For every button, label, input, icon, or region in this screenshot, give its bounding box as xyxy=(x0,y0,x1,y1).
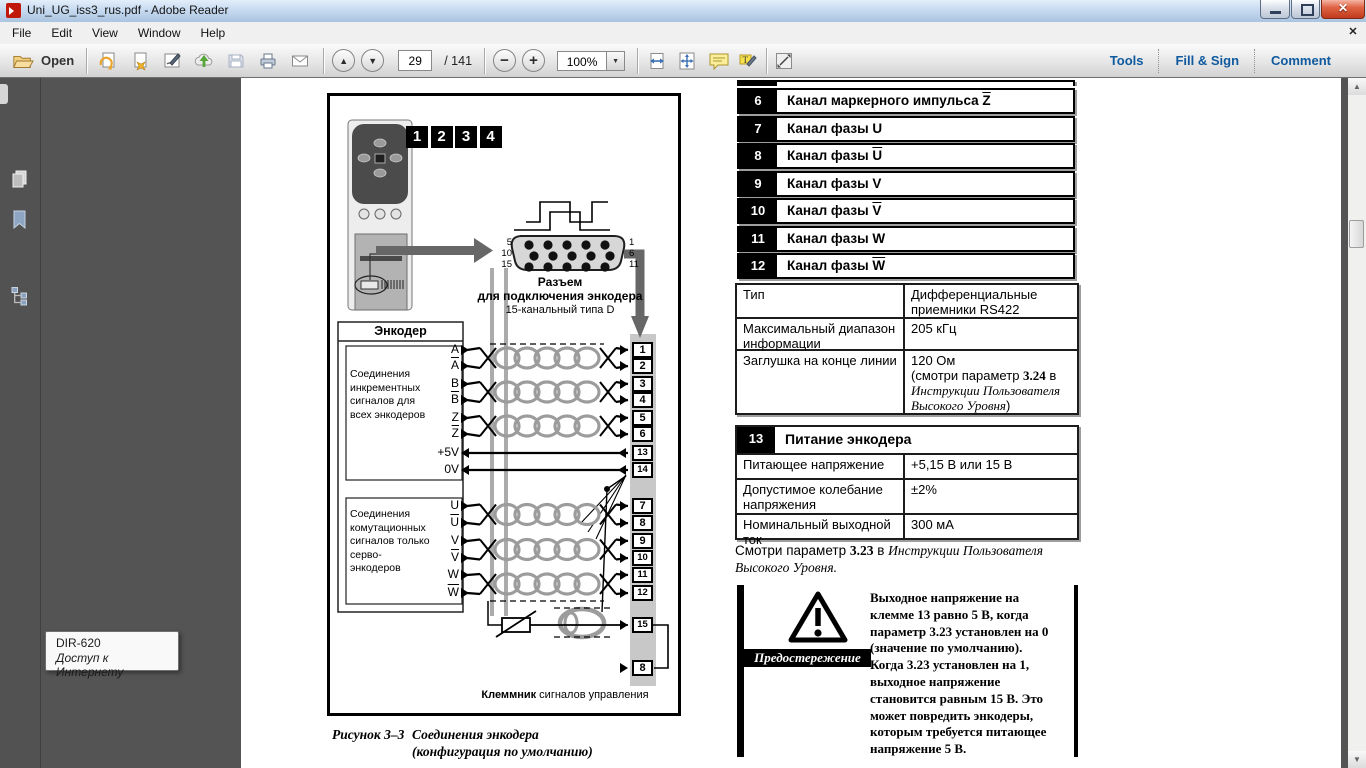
connector-pin-label: 1 xyxy=(629,237,635,248)
next-page-button[interactable] xyxy=(361,49,384,72)
signal-label: B xyxy=(450,376,459,390)
terminal-4: 4 xyxy=(632,392,653,408)
highlight-tool-button[interactable] xyxy=(736,50,758,72)
terminal-6: 6 xyxy=(632,426,653,442)
param-cell: Номинальный выходной ток xyxy=(737,515,905,538)
signal-arrow-icon xyxy=(461,588,469,598)
terminal-9: 9 xyxy=(632,533,653,549)
warning-icon xyxy=(787,589,849,647)
terminal-arrow-icon xyxy=(618,465,626,475)
row-label: Канал фазы U xyxy=(787,121,883,136)
value-cell: 300 мА xyxy=(911,517,954,532)
signal-label: Z xyxy=(451,410,459,424)
row-label xyxy=(787,82,991,86)
tooltip-subtitle: Доступ к Интернету xyxy=(56,651,124,679)
encoder-group2-label: серво- xyxy=(350,548,382,561)
channel-row xyxy=(737,143,1075,169)
email-button[interactable] xyxy=(289,50,311,72)
menu-edit[interactable]: Edit xyxy=(51,26,73,40)
connector-caption-3: 15-канальный типа D xyxy=(505,304,615,316)
row-label: Канал фазы $\overline{W}$ xyxy=(787,258,886,273)
sign-icon xyxy=(162,51,182,71)
terminal-5: 5 xyxy=(632,410,653,426)
signal-arrow-icon xyxy=(461,448,469,458)
signal-label: $\overline{Z}$ xyxy=(451,426,459,440)
figure-caption-line2: (конфигурация по умолчанию) xyxy=(412,744,593,759)
table-row xyxy=(737,351,1077,413)
signal-arrow-icon xyxy=(461,501,469,511)
upload-button[interactable] xyxy=(193,50,215,72)
warning-text xyxy=(870,590,1076,758)
terminal-arrow-icon xyxy=(620,361,628,371)
encoder-group2-label: Соединения xyxy=(350,508,411,520)
title-bar[interactable] xyxy=(0,0,1366,23)
restore-icon xyxy=(1301,4,1314,16)
scroll-down-button[interactable] xyxy=(1348,751,1366,768)
bookmark-icon xyxy=(9,209,31,231)
signal-arrow-icon xyxy=(461,361,469,371)
terminal-15: 15 xyxy=(632,617,653,633)
signal-label: W xyxy=(447,567,459,581)
signal-arrow-icon xyxy=(461,465,469,475)
row-label: Канал фазы W xyxy=(787,231,886,246)
pdf-file-icon xyxy=(6,3,21,18)
row-number xyxy=(739,82,777,86)
terminal-3: 3 xyxy=(632,376,653,392)
row-number: 13 xyxy=(737,427,775,453)
sign-button[interactable] xyxy=(161,50,183,72)
open-button[interactable] xyxy=(12,50,34,72)
signal-label: $\overline{A}$ xyxy=(450,358,459,372)
terminal-arrow-icon xyxy=(620,413,628,423)
encoder-group2-label: сигналов только xyxy=(350,535,430,547)
param-cell: Заглушка на конце линии xyxy=(737,351,905,413)
comment-bubble-icon xyxy=(708,51,730,71)
restore-button[interactable] xyxy=(1291,0,1320,19)
network-tooltip xyxy=(45,631,179,679)
warning-label: Предостережение xyxy=(744,649,871,667)
toolbar-separator xyxy=(766,48,767,74)
terminal-2: 2 xyxy=(632,358,653,374)
connector-pin-label: 5 xyxy=(506,237,512,248)
fit-width-button[interactable] xyxy=(646,50,668,72)
param-cell: Питающее напряжение xyxy=(737,455,905,478)
terminal-strip-label: Клеммник сигналов управления xyxy=(481,689,649,701)
warning-line: может повредить энкодеры, xyxy=(870,707,1034,723)
warning-line: становится равным 15 В. Это xyxy=(870,690,1044,706)
figure-caption-number: Рисунок 3–3 xyxy=(332,727,405,742)
channel-row xyxy=(737,171,1075,197)
pages-icon xyxy=(9,168,31,190)
scroll-up-button[interactable] xyxy=(1348,78,1366,95)
page-up-icon: ▲ xyxy=(339,55,349,66)
toolbar-separator xyxy=(323,48,324,74)
slot-label: 2 xyxy=(431,126,453,148)
menu-file[interactable]: File xyxy=(12,26,32,40)
slot-label: 3 xyxy=(455,126,477,148)
connector-caption-2: для подключения энкодера xyxy=(477,289,643,303)
signal-arrow-icon xyxy=(461,413,469,423)
fullscreen-button[interactable] xyxy=(773,50,795,72)
highlight-icon xyxy=(737,51,757,71)
row-label: Канал фазы V xyxy=(787,176,882,191)
terminal-arrow-icon xyxy=(620,620,628,630)
warning-line: напряжение 5 В. xyxy=(870,741,967,757)
terminal-12: 12 xyxy=(632,585,653,601)
value-cell: ±2% xyxy=(911,482,937,497)
signal-label: A xyxy=(450,342,459,356)
encoder-supply-table xyxy=(735,425,1079,547)
terminal-arrow-icon xyxy=(620,518,628,528)
warning-line: которым требуется питающее xyxy=(870,724,1047,740)
signal-arrow-icon xyxy=(461,536,469,546)
row-label: Канал маркерного импульса $\overline{Z}$ xyxy=(787,93,991,108)
print-icon xyxy=(258,51,278,71)
row-number: 9 xyxy=(739,173,777,195)
layers-button[interactable] xyxy=(9,285,31,307)
signal-arrow-icon xyxy=(461,345,469,355)
warning-line: выходное напряжение xyxy=(870,673,1001,689)
print-button[interactable] xyxy=(257,50,279,72)
layers-icon xyxy=(9,285,31,307)
signal-arrow-icon xyxy=(461,570,469,580)
terminal-arrow-icon xyxy=(620,588,628,598)
zoom-level-select[interactable] xyxy=(557,51,625,71)
link-tools[interactable]: Tools xyxy=(1109,53,1144,68)
connector-pin-label: 10 xyxy=(501,248,512,259)
dropdown-icon[interactable]: ▼ xyxy=(607,51,625,71)
signal-arrow-icon xyxy=(461,518,469,528)
toolbar-separator xyxy=(637,48,638,74)
encoder-group1-label: сигналов для xyxy=(350,395,416,407)
terminal-arrow-icon xyxy=(620,395,628,405)
link-fill-sign[interactable]: Fill & Sign xyxy=(1175,53,1240,68)
row-number: 6 xyxy=(739,90,777,112)
param-cell: Допустимое колебание напряжения xyxy=(737,480,905,513)
tooltip-title: DIR-620 xyxy=(56,636,101,650)
paperclip-icon xyxy=(9,243,31,265)
document-close-button[interactable]: ✕ xyxy=(1348,26,1358,38)
terminal-8: 8 xyxy=(632,515,653,531)
page-count-label: / 141 xyxy=(444,53,473,68)
scroll-up-icon: ▲ xyxy=(1353,82,1361,91)
channel-row xyxy=(737,88,1075,114)
signal-label: U xyxy=(450,498,459,512)
terminal-arrow-icon xyxy=(620,570,628,580)
page-down-icon: ▼ xyxy=(368,55,378,66)
channel-row xyxy=(737,116,1075,142)
menu-items xyxy=(0,22,1366,44)
menu-view[interactable]: View xyxy=(92,26,118,40)
note-line: Смотри параметр 3.23 в Инструкции Пользователя xyxy=(735,543,1043,558)
figure-encoder-connections xyxy=(327,93,681,716)
terminal-11: 11 xyxy=(632,567,653,583)
value-cell: 120 Ом (смотри параметр 3.24 в Инструкции Пользователя Высокого Уровня) xyxy=(911,353,1061,413)
warning-line: Выходное напряжение на xyxy=(870,590,1020,605)
menu-help[interactable]: Help xyxy=(200,26,226,40)
scroll-down-icon: ▼ xyxy=(1353,755,1361,764)
page-number-input[interactable] xyxy=(398,50,432,71)
terminal-arrow-icon xyxy=(620,553,628,563)
terminal-arrow-icon xyxy=(620,345,628,355)
terminal-13: 13 xyxy=(632,445,653,461)
export-pdf-button[interactable] xyxy=(97,50,119,72)
table-row xyxy=(737,319,1077,351)
close-button[interactable] xyxy=(1321,0,1365,19)
signal-label: V xyxy=(450,533,459,547)
row-number: 11 xyxy=(739,228,777,250)
table-row xyxy=(737,455,1077,480)
zoom-level-value[interactable]: 100% xyxy=(557,51,607,71)
upload-icon xyxy=(194,51,214,71)
figure-caption-line1: Соединения энкодера xyxy=(412,727,539,742)
signal-label: $\overline{B}$ xyxy=(450,392,459,406)
svg-text:T: T xyxy=(742,54,749,65)
menu-bar xyxy=(0,22,1366,44)
signal-arrow-icon xyxy=(461,395,469,405)
minimize-button[interactable] xyxy=(1260,0,1290,19)
encoder-group1-label: всех энкодеров xyxy=(350,408,426,421)
warning-left-bar xyxy=(737,585,744,757)
fit-page-button[interactable] xyxy=(676,50,698,72)
close-icon: ✕ xyxy=(1337,1,1349,15)
terminal-arrow-icon xyxy=(620,536,628,546)
encoder-box-title: Энкодер xyxy=(374,324,427,338)
param-cell: Максимальный диапазон информации xyxy=(737,319,905,349)
fullscreen-icon xyxy=(774,51,794,71)
terminal-arrow-icon xyxy=(618,448,626,458)
warning-box xyxy=(737,585,1078,757)
right-column xyxy=(735,80,1081,768)
table-row xyxy=(737,515,1077,547)
terminal-10: 10 xyxy=(632,550,653,566)
scrollbar-thumb[interactable] xyxy=(1349,220,1364,248)
navigation-sidebar xyxy=(0,78,41,768)
zoom-in-button[interactable] xyxy=(522,49,545,72)
channel-row xyxy=(737,253,1075,279)
signal-label: $\overline{U}$ xyxy=(450,515,459,529)
row-number: 12 xyxy=(739,255,777,277)
signal-spec-table xyxy=(735,283,1079,415)
bookmarks-button[interactable] xyxy=(9,209,31,231)
row-label: Канал фазы $\overline{V}$ xyxy=(787,203,882,218)
encoder-group2-label: комутационных xyxy=(350,521,426,534)
connector-pin-label: 15 xyxy=(501,259,512,270)
channel-row xyxy=(737,80,1075,86)
warning-line: параметр 3.23 установлен на 0 xyxy=(870,623,1049,639)
encoder-group1-label: Соединения xyxy=(350,368,411,380)
slot-label: 4 xyxy=(480,126,502,148)
vertical-scrollbar[interactable] xyxy=(1348,78,1366,768)
row-label: Канал фазы $\overline{U}$ xyxy=(787,148,883,163)
value-cell: +5,15 В или 15 В xyxy=(911,457,1013,472)
row-number: 10 xyxy=(739,200,777,222)
attachments-button[interactable] xyxy=(9,243,31,265)
terminal-arrow-icon xyxy=(620,663,628,673)
value-cell: Дифференциальные приемники RS422 xyxy=(911,287,1038,317)
warning-line: клемме 13 равно 5 В, когда xyxy=(870,606,1029,622)
encoder-group2-label: энкодеров xyxy=(350,562,401,574)
table-row xyxy=(737,480,1077,515)
terminal-1: 1 xyxy=(632,342,653,358)
terminal-8: 8 xyxy=(632,660,653,676)
warning-line: (значение по умолчанию). xyxy=(870,640,1023,656)
signal-arrow-icon xyxy=(461,429,469,439)
zoom-in-icon: + xyxy=(529,52,538,69)
value-cell: 205 кГц xyxy=(911,321,957,336)
comment-tool-button[interactable] xyxy=(708,50,730,72)
create-pdf-button[interactable] xyxy=(129,50,151,72)
create-pdf-icon xyxy=(130,51,150,71)
previous-page-button[interactable] xyxy=(332,49,355,72)
signal-label: 0V xyxy=(444,462,459,476)
table-row xyxy=(737,285,1077,319)
signal-arrow-icon xyxy=(461,553,469,563)
terminal-14: 14 xyxy=(632,462,653,478)
link-comment[interactable]: Comment xyxy=(1271,53,1331,68)
window-title: Uni_UG_iss3_rus.pdf - Adobe Reader xyxy=(27,3,229,17)
save-button[interactable] xyxy=(225,50,247,72)
param-cell: Тип xyxy=(737,285,905,317)
supply-table-header xyxy=(737,427,1077,455)
channel-row xyxy=(737,226,1075,252)
terminal-arrow-icon xyxy=(620,429,628,439)
signal-arrow-icon xyxy=(461,379,469,389)
connector-pin-label: 11 xyxy=(629,259,639,270)
warning-line: Когда 3.23 установлен на 1, xyxy=(870,657,1030,673)
clipped-row xyxy=(735,80,1077,86)
toolbar-separator xyxy=(484,48,485,74)
signal-label: $\overline{W}$ xyxy=(447,585,459,599)
terminal-7: 7 xyxy=(632,498,653,514)
fit-width-icon xyxy=(647,51,667,71)
connector-pin-label: 6 xyxy=(629,248,635,259)
encoder-group1-label: инкрементных xyxy=(350,381,421,394)
toolbar-separator xyxy=(86,48,87,74)
row-number: 8 xyxy=(739,145,777,167)
zoom-out-icon: − xyxy=(500,52,509,69)
open-button-label[interactable]: Open xyxy=(41,53,75,68)
note-line: Высокого Уровня. xyxy=(735,560,837,575)
signal-label: $\overline{V}$ xyxy=(450,550,459,564)
signal-label: +5V xyxy=(437,445,459,459)
channel-row xyxy=(737,198,1075,224)
toolbar-panels xyxy=(1095,44,1346,77)
terminal-arrow-icon xyxy=(620,501,628,511)
email-icon xyxy=(290,51,310,71)
connector-caption-1: Разъем xyxy=(537,275,583,289)
minimize-icon xyxy=(1270,11,1281,14)
panel-collapse-handle[interactable] xyxy=(0,84,8,104)
export-pdf-icon xyxy=(98,51,118,71)
fit-page-icon xyxy=(677,51,697,71)
row-number: 7 xyxy=(739,118,777,140)
folder-open-icon xyxy=(12,51,34,71)
terminal-arrow-icon xyxy=(620,379,628,389)
page-thumbnails-button[interactable] xyxy=(9,168,31,190)
save-icon xyxy=(226,51,246,71)
supply-table-title: Питание энкодера xyxy=(785,431,912,447)
slot-label: 1 xyxy=(406,126,428,148)
zoom-out-button[interactable] xyxy=(493,49,516,72)
menu-window[interactable]: Window xyxy=(137,26,181,40)
